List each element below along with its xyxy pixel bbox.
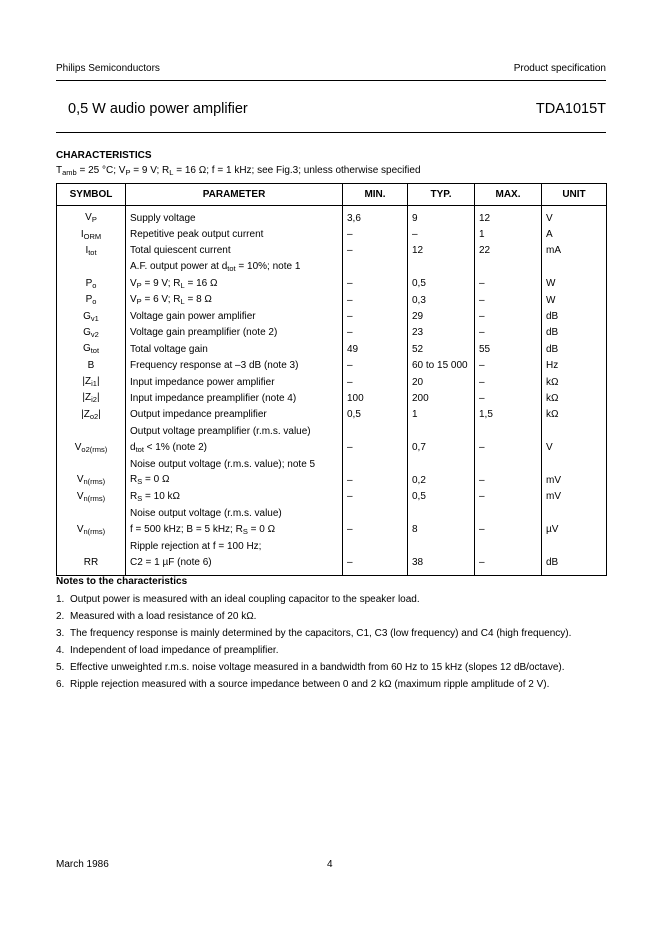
table-header-row [57, 184, 607, 206]
symbol-text: V [76, 474, 84, 486]
typ-cell: 8 [408, 521, 475, 537]
parameter-text: R [130, 490, 138, 502]
typ-cell: 12 [408, 243, 475, 259]
symbol-cell [57, 390, 126, 406]
typ-cell: 200 [408, 390, 475, 406]
unit-cell: Hz [542, 358, 607, 374]
unit-cell: mV [542, 472, 607, 488]
parameter-cell [126, 276, 343, 292]
min-cell: – [343, 521, 408, 537]
note-number: 2. [56, 611, 65, 622]
parameter-text: V [130, 294, 137, 306]
unit-cell: A [542, 226, 607, 242]
note-item [56, 645, 278, 656]
symbol-sub: o [92, 297, 97, 307]
table-row [57, 206, 607, 227]
parameter-text: = 16 Ω [184, 277, 218, 289]
cond-part3: = 16 Ω; f = 1 kHz; see Fig.3; unless otherwise specified [173, 165, 421, 176]
note-text: Effective unweighted r.m.s. noise voltage measured in a bandwidth from 60 Hz to 15 kHz (slopes 12 dB/octave). [70, 662, 565, 673]
table-row [57, 538, 607, 554]
parameter-sub: P [136, 297, 142, 307]
table-row [57, 308, 607, 324]
symbol-cell [57, 456, 126, 472]
section-title: CHARACTERISTICS [56, 150, 152, 161]
max-cell: 1,5 [475, 407, 542, 423]
max-cell: – [475, 325, 542, 341]
parameter-cell: Input impedance power amplifier [126, 374, 343, 390]
parameter-sub: P [136, 280, 142, 290]
parameter-cell: C2 = 1 µF (note 6) [126, 554, 343, 575]
typ-cell: 0,5 [408, 276, 475, 292]
min-cell [343, 505, 408, 521]
min-cell: 3,6 [343, 206, 408, 227]
unit-cell: V [542, 206, 607, 227]
symbol-text: V [74, 441, 82, 453]
typ-cell: 52 [408, 341, 475, 357]
parameter-cell: Total voltage gain [126, 341, 343, 357]
symbol-sub: tot [90, 346, 100, 356]
min-cell [343, 259, 408, 275]
parameter-cell [126, 472, 343, 488]
note-number: 5. [56, 662, 65, 673]
product-title: 0,5 W audio power amplifier [68, 101, 248, 117]
typ-cell: 0,5 [408, 489, 475, 505]
typ-cell: – [408, 226, 475, 242]
table-row [57, 341, 607, 357]
table-row [57, 521, 607, 537]
parameter-text: = 0 Ω [142, 474, 170, 486]
min-cell: – [343, 472, 408, 488]
max-cell [475, 423, 542, 439]
max-cell: 55 [475, 341, 542, 357]
unit-cell [542, 259, 607, 275]
unit-cell: W [542, 276, 607, 292]
unit-cell [542, 538, 607, 554]
header-company: Philips Semiconductors [56, 63, 160, 74]
unit-cell: V [542, 439, 607, 455]
table-row [57, 439, 607, 455]
unit-cell [542, 423, 607, 439]
parameter-sub: tot [227, 264, 236, 274]
max-cell: 12 [475, 206, 542, 227]
table-row [57, 226, 607, 242]
table-row [57, 390, 607, 406]
symbol-sub: i2 [91, 395, 97, 405]
col-max: MAX. [475, 184, 542, 206]
symbol-cell [57, 472, 126, 488]
min-cell: – [343, 554, 408, 575]
table-row [57, 505, 607, 521]
test-conditions [56, 165, 421, 177]
min-cell: 100 [343, 390, 408, 406]
typ-cell [408, 456, 475, 472]
max-cell [475, 259, 542, 275]
min-cell: – [343, 489, 408, 505]
symbol-cell [57, 505, 126, 521]
note-number: 6. [56, 679, 65, 690]
min-cell: – [343, 439, 408, 455]
parameter-sub: L [180, 297, 185, 307]
symbol-sub: n(rms) [83, 477, 106, 487]
symbol-cell [57, 341, 126, 357]
notes-title: Notes to the characteristics [56, 576, 188, 587]
min-cell: – [343, 292, 408, 308]
cond-part1: = 25 °C; V [76, 165, 126, 176]
parameter-sub: S [137, 477, 143, 487]
min-cell: 0,5 [343, 407, 408, 423]
symbol-sub: tot [88, 247, 97, 257]
symbol-sub: v1 [90, 313, 99, 323]
note-text: Output power is measured with an ideal coupling capacitor to the speaker load. [70, 594, 420, 605]
unit-cell [542, 456, 607, 472]
max-cell: – [475, 521, 542, 537]
unit-cell: dB [542, 341, 607, 357]
symbol-text: |Z [82, 376, 92, 388]
parameter-cell: Total quiescent current [126, 243, 343, 259]
symbol-cell [57, 259, 126, 275]
symbol-text: G [83, 326, 91, 338]
typ-cell [408, 259, 475, 275]
parameter-text: V [130, 277, 137, 289]
max-cell [475, 456, 542, 472]
parameter-cell: Output impedance preamplifier [126, 407, 343, 423]
parameter-cell: Noise output voltage (r.m.s. value); note 5 [126, 456, 343, 472]
parameter-cell [126, 439, 343, 455]
max-cell: – [475, 292, 542, 308]
parameter-text: = 0 Ω [247, 523, 276, 535]
header-rule [56, 80, 606, 81]
max-cell: 22 [475, 243, 542, 259]
symbol-sub: ORM [83, 231, 102, 241]
symbol-text: | [96, 376, 100, 388]
footer-date: March 1986 [56, 859, 109, 870]
parameter-text: = 9 V; R [141, 277, 181, 289]
cond-p: P [125, 168, 131, 177]
note-number: 4. [56, 645, 65, 656]
symbol-text: I [80, 228, 84, 240]
min-cell: – [343, 243, 408, 259]
characteristics-table [56, 183, 607, 576]
typ-cell: 60 to 15 000 [408, 358, 475, 374]
symbol-sub: P [91, 215, 97, 225]
symbol-sub: o2 [89, 411, 99, 421]
max-cell: – [475, 439, 542, 455]
typ-cell: 0,2 [408, 472, 475, 488]
symbol-sub: n(rms) [83, 526, 106, 536]
table-row [57, 407, 607, 423]
min-cell: – [343, 226, 408, 242]
unit-cell [542, 505, 607, 521]
symbol-cell: RR [57, 554, 126, 575]
table-row [57, 423, 607, 439]
note-item [56, 662, 565, 673]
col-min: MIN. [343, 184, 408, 206]
symbol-text: G [83, 310, 91, 322]
symbol-text: I [85, 244, 89, 256]
symbol-text: V [76, 490, 84, 502]
symbol-cell [57, 374, 126, 390]
symbol-cell [57, 439, 126, 455]
parameter-cell [126, 292, 343, 308]
max-cell: – [475, 390, 542, 406]
parameter-text: = 10 kΩ [142, 490, 181, 502]
header-doc-type: Product specification [513, 63, 606, 74]
note-item [56, 594, 420, 605]
symbol-cell [57, 308, 126, 324]
unit-cell: dB [542, 325, 607, 341]
note-item [56, 628, 571, 639]
symbol-sub: v2 [90, 329, 99, 339]
typ-cell: 23 [408, 325, 475, 341]
typ-cell: 0,7 [408, 439, 475, 455]
table-row [57, 259, 607, 275]
max-cell [475, 505, 542, 521]
col-typ: TYP. [408, 184, 475, 206]
min-cell [343, 456, 408, 472]
table-row [57, 374, 607, 390]
table-row [57, 554, 607, 575]
symbol-cell: B [57, 358, 126, 374]
max-cell: – [475, 308, 542, 324]
page-number: 4 [327, 859, 333, 870]
symbol-text: V [85, 212, 92, 224]
symbol-cell [57, 276, 126, 292]
symbol-text: V [76, 523, 84, 535]
symbol-cell [57, 521, 126, 537]
typ-cell: 38 [408, 554, 475, 575]
parameter-sub: tot [135, 444, 144, 454]
symbol-text: | [96, 392, 100, 404]
parameter-text: < 1% (note 2) [143, 441, 207, 453]
max-cell: 1 [475, 226, 542, 242]
max-cell: – [475, 489, 542, 505]
unit-cell: W [542, 292, 607, 308]
parameter-cell: Voltage gain power amplifier [126, 308, 343, 324]
symbol-sub: o2(rms) [81, 444, 108, 454]
table-row [57, 456, 607, 472]
typ-cell: 0,3 [408, 292, 475, 308]
parameter-cell: Output voltage preamplifier (r.m.s. value) [126, 423, 343, 439]
typ-cell [408, 505, 475, 521]
table-row [57, 276, 607, 292]
max-cell: – [475, 374, 542, 390]
unit-cell: dB [542, 308, 607, 324]
parameter-cell: Supply voltage [126, 206, 343, 227]
parameter-text: = 10%; note 1 [235, 261, 301, 273]
symbol-text: |Z [81, 408, 90, 420]
title-rule [56, 132, 606, 133]
col-symbol: SYMBOL [57, 184, 126, 206]
min-cell: – [343, 276, 408, 292]
symbol-text: P [85, 277, 93, 289]
min-cell: – [343, 374, 408, 390]
col-parameter: PARAMETER [126, 184, 343, 206]
table-row [57, 243, 607, 259]
min-cell: – [343, 308, 408, 324]
unit-cell: kΩ [542, 374, 607, 390]
symbol-cell [57, 538, 126, 554]
unit-cell: mV [542, 489, 607, 505]
symbol-text: G [82, 343, 91, 355]
note-item [56, 611, 256, 622]
parameter-text: R [130, 474, 138, 486]
typ-cell: 20 [408, 374, 475, 390]
note-text: Ripple rejection measured with a source impedance between 0 and 2 kΩ (maximum ripple amplitude of 2 V). [70, 679, 550, 690]
unit-cell: kΩ [542, 407, 607, 423]
parameter-text: = 6 V; R [141, 294, 181, 306]
symbol-cell [57, 325, 126, 341]
min-cell: – [343, 358, 408, 374]
table-row [57, 325, 607, 341]
unit-cell: µV [542, 521, 607, 537]
max-cell: – [475, 358, 542, 374]
cond-t: T [56, 165, 63, 176]
symbol-sub: n(rms) [83, 493, 106, 503]
max-cell: – [475, 472, 542, 488]
unit-cell: dB [542, 554, 607, 575]
typ-cell: 29 [408, 308, 475, 324]
min-cell: 49 [343, 341, 408, 357]
note-number: 3. [56, 628, 65, 639]
parameter-cell: Voltage gain preamplifier (note 2) [126, 325, 343, 341]
symbol-cell [57, 489, 126, 505]
parameter-text: f = 500 kHz; B = 5 kHz; R [130, 523, 243, 535]
symbol-cell [57, 423, 126, 439]
parameter-sub: S [137, 493, 143, 503]
parameter-cell: Noise output voltage (r.m.s. value) [126, 505, 343, 521]
min-cell [343, 423, 408, 439]
col-unit: UNIT [542, 184, 607, 206]
parameter-sub: S [242, 526, 248, 536]
max-cell: – [475, 276, 542, 292]
parameter-cell: Input impedance preamplifier (note 4) [126, 390, 343, 406]
part-number: TDA1015T [535, 101, 606, 117]
typ-cell: 9 [408, 206, 475, 227]
note-text: The frequency response is mainly determined by the capacitors, C1, C3 (low frequency) and C4 (high frequency). [70, 628, 572, 639]
symbol-cell [57, 226, 126, 242]
parameter-cell [126, 259, 343, 275]
max-cell: – [475, 554, 542, 575]
symbol-sub: i1 [91, 379, 97, 389]
unit-cell: mA [542, 243, 607, 259]
table-row [57, 472, 607, 488]
parameter-text: = 8 Ω [184, 294, 212, 306]
table-row [57, 358, 607, 374]
typ-cell [408, 423, 475, 439]
symbol-text: P [85, 294, 93, 306]
note-text: Measured with a load resistance of 20 kΩ. [70, 611, 257, 622]
symbol-cell [57, 206, 126, 227]
typ-cell: 1 [408, 407, 475, 423]
cond-amb: amb [62, 168, 77, 177]
symbol-sub: o [92, 280, 97, 290]
max-cell [475, 538, 542, 554]
min-cell [343, 538, 408, 554]
typ-cell [408, 538, 475, 554]
parameter-sub: L [180, 280, 185, 290]
parameter-cell: Frequency response at –3 dB (note 3) [126, 358, 343, 374]
cond-l: L [169, 168, 174, 177]
parameter-cell: Ripple rejection at f = 100 Hz; [126, 538, 343, 554]
note-item [56, 679, 549, 690]
cond-part2: = 9 V; R [130, 165, 170, 176]
symbol-cell [57, 407, 126, 423]
symbol-cell [57, 292, 126, 308]
table-row [57, 292, 607, 308]
parameter-text: A.F. output power at d [130, 261, 228, 273]
note-number: 1. [56, 594, 65, 605]
symbol-cell [57, 243, 126, 259]
table-row [57, 489, 607, 505]
min-cell: – [343, 325, 408, 341]
symbol-text: |Z [82, 392, 92, 404]
note-text: Independent of load impedance of preamplifier. [70, 645, 279, 656]
unit-cell: kΩ [542, 390, 607, 406]
parameter-cell [126, 489, 343, 505]
symbol-text: | [98, 408, 101, 420]
parameter-cell [126, 521, 343, 537]
parameter-text: d [130, 441, 136, 453]
parameter-cell: Repetitive peak output current [126, 226, 343, 242]
